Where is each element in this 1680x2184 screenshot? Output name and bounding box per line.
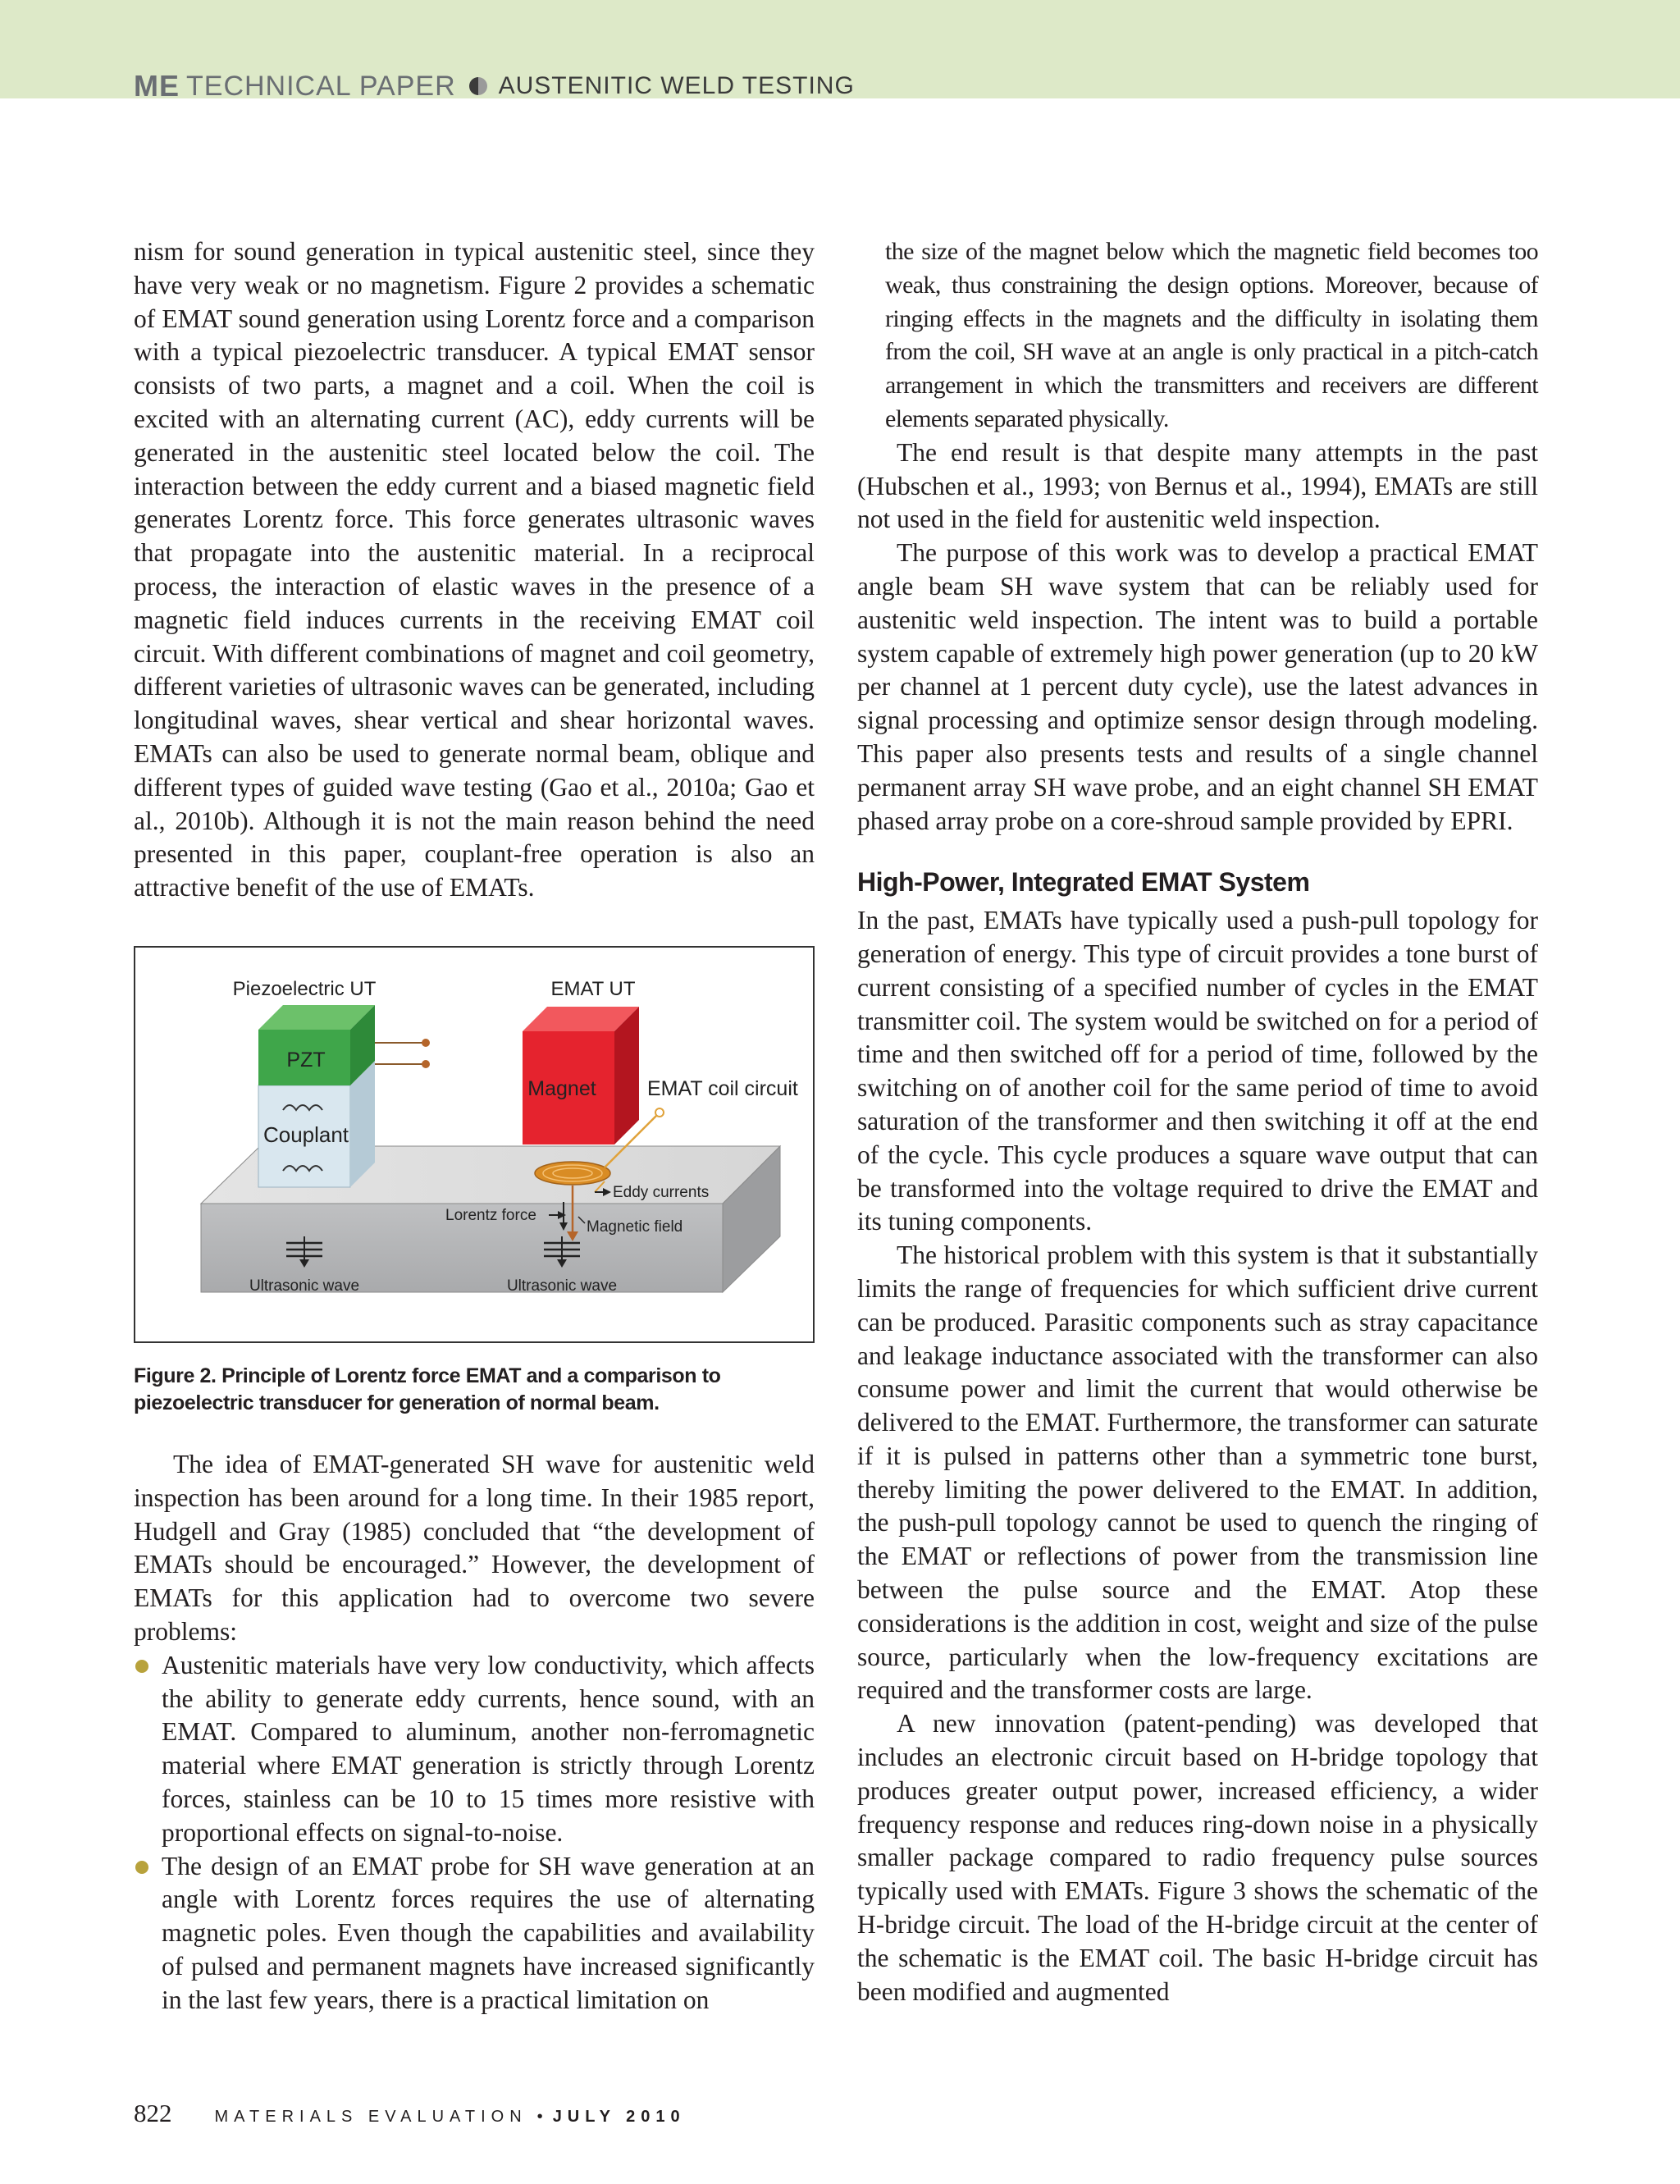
bullet-icon: [135, 1861, 148, 1874]
magnet-label: Magnet: [527, 1076, 596, 1100]
list-item: [134, 1850, 815, 2017]
header-section: AUSTENITIC WELD TESTING: [498, 72, 855, 99]
lorentz-force-label: Lorentz force: [445, 1206, 536, 1224]
journal-logo: ME: [134, 69, 180, 103]
figure-2: [134, 946, 815, 1343]
coil-circuit-label: EMAT coil circuit: [647, 1076, 798, 1100]
list-item-text: Austenitic materials have very low conductivity, which affects the ability to generate eddy currents, hence sound, with an EMAT. Compared to aluminum, another non-ferromagnetic material where EMAT generation is strictly through Lorentz forces, stainless can be 10 to 15 times more resistive with proportional effects on signal-to-noise.: [162, 1650, 815, 1847]
ultrasonic-wave-label: Ultrasonic wave: [506, 1277, 618, 1295]
issue-date: JULY 2010: [552, 2108, 686, 2126]
section-heading: High-Power, Integrated EMAT System: [857, 867, 1310, 898]
page-footer: [134, 2099, 686, 2128]
left-column: [134, 235, 815, 2017]
pzt-terminal: [422, 1039, 430, 1047]
paragraph: The purpose of this work was to develop a practical EMAT angle beam SH wave system that can be reliably used for austenitic weld inspection. The intent was to build a portable system capable of extremely high power generation (up to 20 kW per channel at 1 percent duty cycle), use the latest advances in signal processing and optimize sensor design through modeling. This paper also presents tests and results of a single channel permanent array SH wave probe, and an eight channel SH EMAT phased array probe on a core-shroud sample provided by EPRI.: [857, 538, 1538, 835]
paragraph: the size of the magnet below which the magnetic field becomes too weak, thus constraining the design options. Moreover, because of ringing effects in the magnets and the difficulty in isolating them from the coil, SH wave at an angle is only practical in a pitch-catch arrangement in which the transmitters and receivers are different elements separated physically.: [885, 238, 1538, 432]
coil-terminal: [655, 1108, 664, 1117]
paragraph: The idea of EMAT-generated SH wave for austenitic weld inspection has been around for a long time. In their 1985 report, Hudgell and Gray (1985) concluded that “the development of EMATs should be encouraged.” However, the development of EMATs for this application had to overcome two severe problems:: [134, 1449, 815, 1646]
list-item: [134, 1649, 815, 1850]
paragraph: In the past, EMATs have typically used a push-pull topology for generation of energy. This type of circuit provides a tone burst of current consisting of a specified number of cycles in the EMAT transmitter coil. The system would be switched on for a period of time and then switched off for a period of time, followed by the switching on of another coil for the same period of time to avoid saturation of the transformer and then switching it off at the end of the cycle. This cycle produces a square wave output that can be transformed into the voltage required to drive the EMAT and its tuning components.: [857, 906, 1538, 1236]
page-number: 822: [134, 2099, 172, 2127]
bullet-icon: [135, 1660, 148, 1673]
eddy-currents-label: Eddy currents: [613, 1183, 710, 1201]
emat-schematic: [135, 948, 813, 1341]
paragraph: A new innovation (patent-pending) was developed that includes an electronic circuit based on H-bridge topology that produces greater output power, increased efficiency, a wider frequency response and reduces ring-down noise in a physically smaller package compared to radio frequency pulse sources typically used with EMATs. Figure 3 shows the schematic of the H-bridge circuit. The load of the H-bridge circuit at the center of the schematic is the EMAT coil. The basic H-bridge circuit has been modified and augmented: [857, 1709, 1538, 2006]
pzt-label: PZT: [286, 1048, 326, 1071]
running-header: [134, 69, 855, 103]
couplant-label: Couplant: [262, 1122, 349, 1147]
publication-name: MATERIALS EVALUATION: [214, 2108, 527, 2126]
emat-ut-title: EMAT UT: [550, 977, 636, 1000]
figure-caption: Figure 2. Principle of Lorentz force EMAT and a comparison to piezoelectric transducer for generation of normal beam.: [134, 1364, 721, 1414]
footer-separator: •: [536, 2108, 543, 2126]
paragraph: nism for sound generation in typical austenitic steel, since they have very weak or no magnetism. Figure 2 provides a schematic of EMAT sound generation using Lorentz force and a comparison with a typical piezoelectric transducer. A typical EMAT sensor consists of two parts, a magnet and a coil. When the coil is excited with an alternating current (AC), eddy currents will be generated in the austenitic steel located below the coil. The interaction between the eddy current and a biased magnetic field generates Lorentz force. This force generates ultrasonic waves that propagate into the austenitic material. In a reciprocal process, the interaction of elastic waves in the presence of a magnetic field induces currents in the receiving EMAT coil circuit. With different combinations of magnet and coil geometry, different varieties of ultrasonic waves can be generated, including longitudinal waves, shear vertical and shear horizontal waves. EMATs can also be used to generate normal beam, oblique and different types of guided wave testing (Gao et al., 2010a; Gao et al., 2010b). Although it is not the main reason behind the need presented in this paper, couplant-free operation is also an attractive benefit of the use of EMATs.: [134, 237, 815, 902]
ultrasonic-wave-label: Ultrasonic wave: [249, 1277, 360, 1295]
right-column: [857, 235, 1538, 2008]
list-item-text: The design of an EMAT probe for SH wave generation at an angle with Lorentz forces requires the use of alternating magnetic poles. Even though the capabilities and availability of pulsed and permanent magnets have increased significantly in the last few years, there is a practical limitation on: [162, 1851, 815, 2014]
paragraph: The historical problem with this system is that it substantially limits the range of frequencies for which sufficient drive current can be produced. Parasitic components such as stray capacitance and leakage inductance associated with the transformer can also consume power and limit the current that would otherwise be delivered to the EMAT. Furthermore, the transformer can saturate if it is pulsed in patterns other than a symmetric tone burst, thereby limiting the power delivered to the EMAT. In addition, the push-pull topology cannot be used to quench the ringing of the EMAT or reflections of power from the transmission line between the pulse source and the EMAT. Atop these considerations is the addition in cost, weight and size of the pulse source, particularly when the low-frequency excitations are required and the transformer costs are large.: [857, 1240, 1538, 1705]
paragraph: The end result is that despite many attempts in the past (Hubschen et al., 1993; von Bernus et al., 1994), EMATs are still not used in the field for austenitic weld inspection.: [857, 437, 1538, 534]
header-label: TECHNICAL PAPER: [186, 70, 456, 102]
magnetic-field-label: Magnetic field: [587, 1218, 683, 1236]
half-circle-icon: [469, 77, 487, 95]
piezo-ut-title: Piezoelectric UT: [232, 977, 377, 1000]
pzt-terminal: [422, 1060, 430, 1068]
